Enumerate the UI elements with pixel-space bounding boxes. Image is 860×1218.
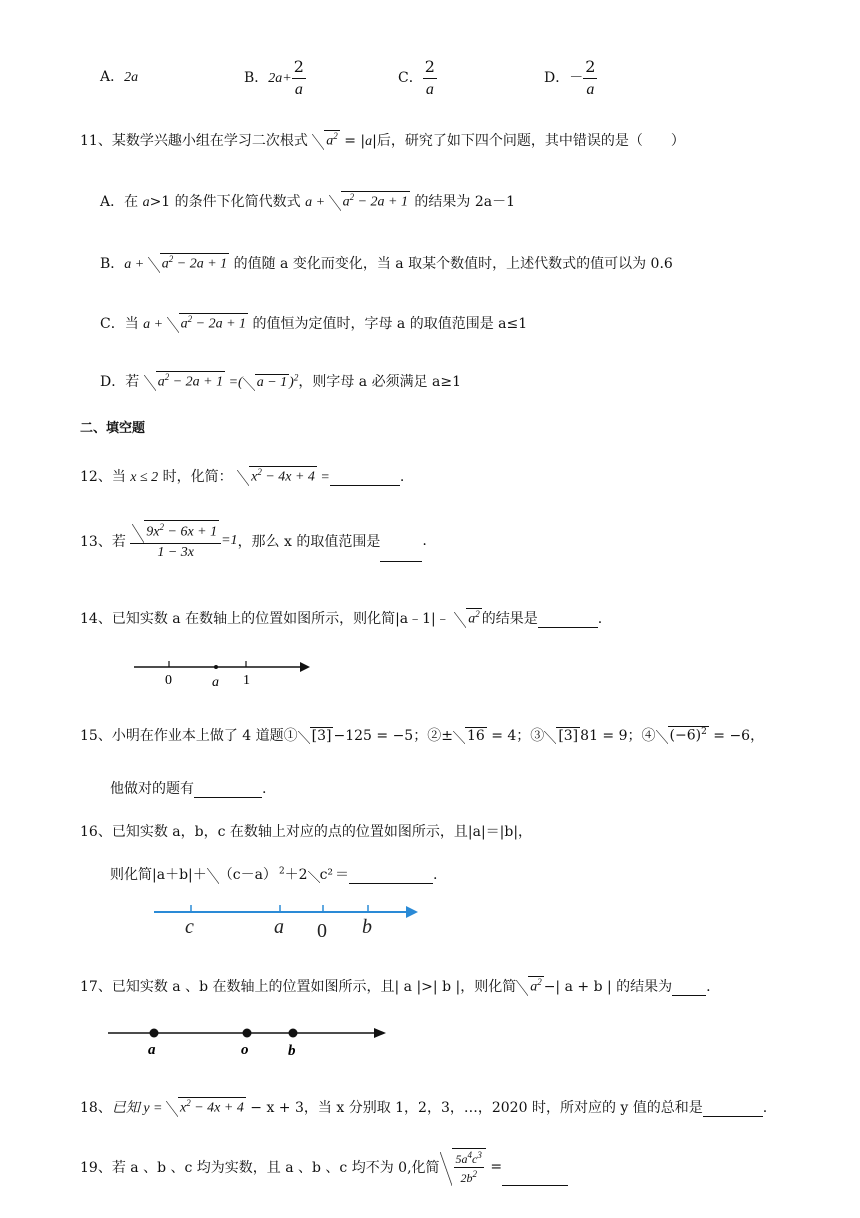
q18-t2: − x + 3，当 x 分别取 1，2，3，…，2020 时，所对应的 y 值的总和是 [245, 1100, 703, 1116]
q10-option-d-den: a [586, 80, 595, 98]
q13: 13、若 $\frac{9x^2 - 6x + 1}{1 - 3x}$ =1，那么 x 的取值范围是 . [80, 520, 427, 562]
q18-answer-blank[interactable] [703, 1102, 763, 1117]
q11-option-a-t2: a [142, 195, 150, 210]
q17-axis-label-b: b [288, 1043, 296, 1059]
q10-option-c-num: 2 [423, 56, 437, 79]
q14-t1: 已知实数 a 在数轴上的位置如图所示，则化简|a﹣1|﹣ [111, 611, 450, 627]
q10-option-c-den: a [425, 80, 434, 98]
q19 [80, 1148, 568, 1186]
q18-t1: 已知 y = [111, 1101, 166, 1116]
q12-condition: x ≤ 2 [130, 470, 159, 485]
q10-option-a [100, 66, 138, 86]
q15-expr4-rest: = −6， [708, 728, 765, 744]
q18-sqrt: $x^2 - 4x + 4$ [166, 1097, 246, 1117]
q10-option-c-fraction [423, 56, 437, 100]
q17 [80, 976, 711, 996]
q11-option-a-expr: $a + a^2 - 2a + 1$ [305, 192, 408, 210]
q16-axis-label-a: a [274, 916, 284, 938]
q15-expr3-rad: [3] [558, 728, 579, 744]
q17-axis-label-a: a [148, 1042, 156, 1058]
q15-expr2-rest: = 4；③ [486, 728, 545, 744]
q16-l2d: c² [319, 867, 334, 883]
q12-t1: 当 [111, 469, 131, 485]
q16-l2b: （c－a） [218, 867, 277, 883]
q11-stem: 11、某数学兴趣小组在学习二次根式 $a^2 = |a|$后，研究了如下四个问题，其中错误的是（ ） [80, 131, 685, 149]
q11-option-c-expr: $a + a^2 - 2a + 1$ [143, 314, 247, 332]
q11-option-c [100, 313, 527, 333]
q11-number: 11、 [80, 133, 112, 149]
q14 [80, 608, 602, 628]
q16-sqrt2 [308, 867, 335, 883]
q14-axis-label-1: 1 [243, 673, 250, 688]
q12 [80, 466, 404, 486]
q16-number-line [150, 900, 425, 944]
q11-text-after: 后，研究了如下四个问题，其中错误的是（ ） [376, 133, 685, 149]
q15-t1: 小明在作业本上做了 4 道题① [111, 728, 298, 744]
q11-option-d-expr: $a^2 - 2a + 1$ =( a − 1 )$^2$ [144, 375, 299, 390]
q10-option-d-pre: － [569, 70, 584, 87]
q16-number: 16、 [80, 824, 112, 840]
q10-option-b [244, 56, 306, 100]
q15-number: 15、 [80, 728, 112, 744]
q19-t1: 若 a 、b 、c 均为实数，且 a 、b 、c 均不为 0,化简 [111, 1160, 440, 1177]
q10-option-c-label: C． [398, 70, 423, 87]
q18-number: 18、 [80, 1100, 112, 1116]
q11-option-d-label: D． [100, 374, 126, 390]
q16-axis-label-c: c [185, 916, 194, 938]
q15-expr3-sqrt [544, 727, 580, 744]
q14-axis-label-0: 0 [165, 673, 172, 688]
q15-expr2-rad: 16 [466, 728, 485, 744]
q11-option-a-t3: >1 的条件下化简代数式 [149, 194, 306, 210]
q17-number: 17、 [80, 979, 112, 995]
q11-option-b-expr: $a + a^2 - 2a + 1$ [124, 254, 228, 272]
q15-end: . [262, 781, 267, 797]
q12-t2: 时，化简： [158, 469, 233, 485]
q11-option-d-t1: 若 [125, 374, 144, 390]
q16-l2e: ＝ [335, 867, 350, 883]
q17-sqrt: $a^2$ [516, 976, 544, 996]
q18-end: . [762, 1100, 768, 1116]
q15-expr1-rest: −125 = −5；②± [333, 728, 453, 744]
q11-option-a-label: A． [100, 194, 125, 210]
q16-l2a: 则化简|a＋b|＋ [110, 867, 207, 883]
q17-t1: 已知实数 a 、b 在数轴上的位置如图所示，且| a |>| b |，则化简 [111, 979, 517, 995]
q10-option-d [544, 56, 597, 100]
q15-line1 [80, 725, 764, 745]
q19-sqrt: $\frac{5a^4c^3}{2b^2}$ [440, 1148, 486, 1186]
q10-option-b-num: 2 [292, 56, 306, 79]
q14-axis-label-a: a [212, 675, 219, 690]
q15-line2-text: 他做对的题有 [110, 781, 194, 797]
q11-option-b-label: B． [100, 256, 125, 272]
q11-option-c-label: C． [100, 316, 125, 332]
q16-sqrt1 [207, 864, 279, 884]
q19-answer-blank[interactable] [502, 1171, 568, 1186]
q10-option-b-fraction [292, 56, 306, 100]
q11-option-d [100, 371, 461, 391]
q16-line1 [80, 821, 532, 841]
q14-answer-blank[interactable] [538, 613, 598, 628]
q15-expr4-sqrt: $(-6)^2$ [656, 726, 709, 744]
q12-number: 12、 [80, 469, 112, 485]
q10-option-d-num: 2 [583, 56, 597, 79]
q16-axis-label-b: b [362, 916, 372, 938]
q10-option-d-label: D． [544, 70, 570, 87]
q19-t2: = [485, 1159, 503, 1176]
q10-option-a-expr: 2a [124, 70, 139, 85]
q10-option-b-den: a [294, 80, 303, 98]
q17-t2: −| a + b | 的结果为 [543, 979, 673, 995]
q11-option-c-t2: 的值恒为定值时，字母 a 的取值范围是 a≤1 [248, 316, 528, 332]
q11-option-d-t2: ，则字母 a 必须满足 a≥1 [298, 374, 462, 390]
q13-t2: ，那么 x 的取值范围是 [237, 534, 381, 551]
q16-line2: 则化简|a＋b|＋ （c－a） $^2$＋2 c² ＝ . [110, 864, 438, 884]
q11-option-b-text: 的值随 a 变化而变化，当 a 取某个数值时，上述代数式的值可以为 0.6 [229, 256, 673, 272]
q11-option-a-t1: 在 [124, 194, 143, 210]
q14-t2: 的结果是 [481, 611, 538, 627]
q14-end: . [597, 611, 603, 627]
q12-expr: $x^2 - 4x + 4$ = [237, 470, 330, 485]
q13-number: 13、 [80, 534, 112, 551]
q14-number: 14、 [80, 611, 112, 627]
q10-option-a-label: A． [100, 69, 125, 85]
q11-option-b [100, 253, 673, 273]
q17-answer-blank[interactable] [672, 981, 706, 996]
section-title: 二、填空题 [80, 421, 146, 436]
q14-sqrt: $a^2$ [454, 608, 482, 628]
q13-t1: 若 [111, 534, 131, 551]
q18 [80, 1097, 767, 1117]
q15-expr3-rest: 81 = 9；④ [580, 728, 656, 744]
q16-end: . [433, 867, 438, 883]
q10-option-b-label: B． [244, 70, 269, 87]
q13-answer-blank[interactable] [380, 547, 422, 562]
q11-option-a [100, 191, 515, 211]
q14-number-line [130, 656, 320, 692]
q19-number: 19、 [80, 1160, 112, 1177]
q15-expr1-sqrt [298, 727, 334, 744]
q13-fraction: $\frac{9x^2 - 6x + 1}{1 - 3x}$ [130, 520, 221, 562]
q16-axis-label-0: 0 [317, 920, 327, 942]
q10-option-c [398, 56, 437, 100]
q10-option-b-pre: 2a+ [268, 71, 292, 87]
q11-option-a-t4: 的结果为 2a－1 [409, 194, 516, 210]
q16-answer-blank[interactable] [349, 869, 433, 884]
q17-axis-label-o: o [241, 1042, 249, 1058]
q16-l2c: ＋2 [284, 867, 308, 883]
q17-number-line [104, 1022, 394, 1062]
q16-t1: 已知实数 a，b，c 在数轴上对应的点的位置如图所示，且|a|＝|b|， [111, 824, 533, 840]
q12-end: . [399, 469, 405, 485]
q15-line2 [110, 778, 266, 798]
q13-end: . [422, 533, 427, 550]
q15-expr1-rad: [3] [311, 728, 332, 744]
q12-answer-blank[interactable] [330, 471, 400, 486]
q11-option-c-t1: 当 [124, 316, 144, 332]
q15-answer-blank[interactable] [194, 783, 262, 798]
q10-option-d-fraction [583, 56, 597, 100]
q11-sqrt-a2: $a^2$ [312, 130, 340, 150]
q17-end: . [706, 979, 711, 995]
q15-expr2-sqrt [453, 727, 487, 744]
q11-text-before: 某数学兴趣小组在学习二次根式 [111, 133, 308, 149]
